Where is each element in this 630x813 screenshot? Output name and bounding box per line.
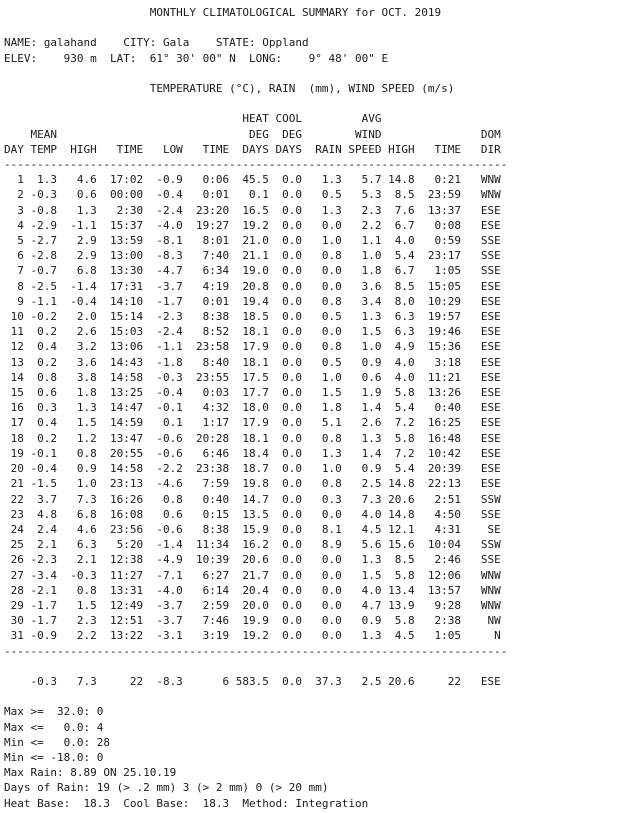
table-header: HEAT COOL AVG MEAN DEG DEG WIND DOM DAY TEMP HIGH TIME LOW TIME DAYS DAYS RAIN SPEED HIGH TIME DIR bbox=[4, 112, 501, 156]
units-heading: TEMPERATURE (°C), RAIN (mm), WIND SPEED (m/s) bbox=[4, 82, 455, 96]
table-rule-top: ---------------------------------------------------------------------------- bbox=[4, 158, 508, 172]
table-body: 1 1.3 4.6 17:02 -0.9 0:06 45.5 0.0 1.3 5.7 14.8 0:21 WNW 2 -0.3 0.6 00:00 -0.4 0:01 0.1 0.0 0.5 5.3 8.5 23:59 WNW 3 -0.8 1.3 2:30 -2.4 23:20 16.5 0.0 1.3 2.3 7.6 13:37 ESE 4 -2.9 -1.1 15:37 -4.0 19:27 19.2 0.0 0.0 2.2 6.7 0:08 ESE 5 -2.7 2.9 13:59 -8.1 8:01 21.0 0.0 1.0 1.1 4.0 0:59 SSE 6 -2.8 2.9 13:00 -8.3 7:40 21.1 0.0 0.8 1.0 5.4 23:17 SSE 7 -0.7 6.8 13:30 -4.7 6:34 19.0 0.0 0.0 1.8 6.7 1:05 SSE 8 -2.5 -1.4 17:31 -3.7 4:19 20.8 0.0 0.0 3.6 8.5 15:05 ESE 9 -1.1 -0.4 14:10 -1.7 0:01 19.4 0.0 0.8 3.4 8.0 10:29 ESE 10 -0.2 2.0 15:14 -2.3 8:38 18.5 0.0 0.5 1.3 6.3 19:57 ESE 11 0.2 2.6 15:03 -2.4 8:52 18.1 0.0 0.0 1.5 6.3 19:46 ESE 12 0.4 3.2 13:06 -1.1 23:58 17.9 0.0 0.8 1.0 4.9 15:36 ESE 13 0.2 3.6 14:43 -1.8 8:40 18.1 0.0 0.5 0.9 4.0 3:18 ESE 14 0.8 3.8 14:58 -0.3 23:55 17.5 0.0 1.0 0.6 4.0 11:21 ESE 15 0.6 1.8 13:25 -0.4 0:03 17.7 0.0 1.5 1.9 5.8 13:26 ESE 16 0.3 1.3 14:47 -0.1 4:32 18.0 0.0 1.8 1.4 5.4 0:40 ESE 17 0.4 1.5 14:59 0.1 1:17 17.9 0.0 5.1 2.6 7.2 16:25 ESE 18 0.2 1.2 13:47 -0.6 20:28 18.1 0.0 0.8 1.3 5.8 16:48 ESE 19 -0.1 0.8 20:55 -0.6 6:46 18.4 0.0 1.3 1.4 7.2 10:42 ESE 20 -0.4 0.9 14:58 -2.2 23:38 18.7 0.0 1.0 0.9 5.4 20:39 ESE 21 -1.5 1.0 23:13 -4.6 7:59 19.8 0.0 0.8 2.5 14.8 22:13 ESE 22 3.7 7.3 16:26 0.8 0:40 14.7 0.0 0.3 7.3 20.6 2:51 SSW 23 4.8 6.8 16:08 0.6 0:15 13.5 0.0 0.0 4.0 14.8 4:50 SSE 24 2.4 4.6 23:56 -0.6 8:38 15.9 0.0 8.1 4.5 12.1 4:31 SE 25 2.1 6.3 5:20 -1.4 11:34 16.2 0.0 8.9 5.6 15.6 10:04 SSW 26 -2.3 2.1 12:38 -4.9 10:39 20.6 0.0 0.0 1.3 8.5 2:46 SSE 27 -3.4 -0.3 11:27 -7.1 6:27 21.7 0.0 0.0 1.5 5.8 12:06 WNW 28 -2.1 0.8 13:31 -4.0 6:14 20.4 0.0 0.0 4.0 13.4 13:57 WNW 29 -1.7 1.5 12:49 -3.7 2:59 20.0 0.0 0.0 4.7 13.9 9:28 WNW 30 -1.7 2.3 12:51 -3.7 7:46 19.9 0.0 0.0 0.9 5.8 2:38 NW 31 -0.9 2.2 13:22 -3.1 3:19 19.2 0.0 0.0 1.3 4.5 1:05 N bbox=[10, 173, 501, 643]
station-line-2: ELEV: 930 m LAT: 61° 30' 00" N LONG: 9° 48' 00" E bbox=[4, 51, 389, 65]
station-line-1: NAME: galahand CITY: Gala STATE: Oppland bbox=[4, 36, 309, 50]
report-title: MONTHLY CLIMATOLOGICAL SUMMARY for OCT. 2019 bbox=[4, 6, 442, 19]
table-rule-bottom: ---------------------------------------------------------------------------- bbox=[4, 644, 508, 658]
stats-block: Max >= 32.0: 0 Max <= 0.0: 4 Min <= 0.0: 28 Min <= -18.0: 0 Max Rain: 8.89 ON 25.10.19 Days of Rain: 19 (> .2 mm) 3 (> 2 mm) 0 (> 20 mm) Heat Base: 18.3 Cool Base: 18.3 Method: Integration bbox=[4, 705, 369, 810]
climatological-report bbox=[4, 5, 507, 811]
table-summary-row: -0.3 7.3 22 -8.3 6 583.5 0.0 37.3 2.5 20.6 22 ESE bbox=[4, 674, 501, 688]
